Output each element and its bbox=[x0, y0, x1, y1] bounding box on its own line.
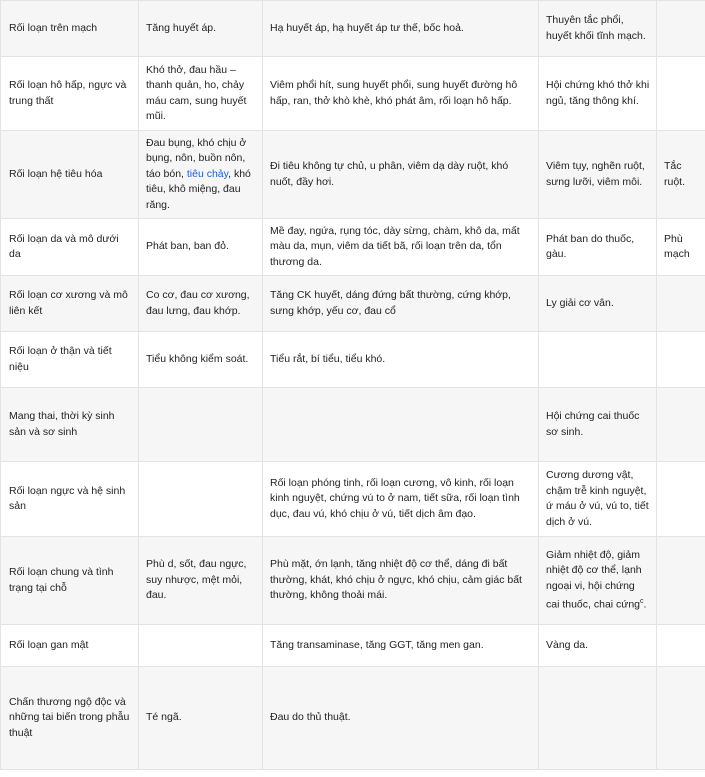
common-cell: Co cơ, đau cơ xương, đau lưng, đau khớp. bbox=[139, 276, 263, 332]
common-cell: Tiểu không kiểm soát. bbox=[139, 332, 263, 388]
uncommon-cell bbox=[263, 388, 539, 462]
table-row bbox=[1, 1, 705, 57]
rare-cell: Phát ban do thuốc, gàu. bbox=[539, 219, 657, 276]
category-cell: Rối loạn ở thận và tiết niệu bbox=[1, 332, 139, 388]
common-cell: Phù d, sốt, đau ngực, suy nhược, mệt mỏi, đau. bbox=[139, 537, 263, 625]
uncommon-cell: Mề đay, ngứa, rụng tóc, dày sừng, chàm, khô da, mất màu da, mụn, viêm da tiết bã, rối loạn trên da, tổn thương da. bbox=[263, 219, 539, 276]
rare-cell bbox=[539, 537, 657, 625]
category-cell: Mang thai, thời kỳ sinh sản và sơ sinh bbox=[1, 388, 139, 462]
category-cell: Rối loạn chung và tình trạng tại chỗ bbox=[1, 537, 139, 625]
common-text-end: , khó tiêu, khô miệng, đau răng. bbox=[146, 167, 251, 211]
table-row bbox=[1, 332, 705, 388]
very-rare-cell bbox=[657, 1, 705, 57]
table-row bbox=[1, 667, 705, 770]
common-cell: Phát ban, ban đỏ. bbox=[139, 219, 263, 276]
category-cell: Rối loạn hệ tiêu hóa bbox=[1, 131, 139, 219]
rare-text: Giảm nhiệt độ, giảm nhiệt độ cơ thể, lạnh ngoại vi, hội chứng cai thuốc, chai cứng bbox=[546, 548, 642, 611]
category-cell: Chấn thương ngộ độc và những tai biến trong phẫu thuật bbox=[1, 667, 139, 770]
common-cell bbox=[139, 625, 263, 667]
uncommon-cell: Rối loạn phóng tinh, rối loạn cương, vô kinh, rối loạn kinh nguyệt, chứng vú to ở nam, tiết sữa, rối loạn tình dục, đau vú, khó chịu ở vú, tiết dịch âm đạo. bbox=[263, 462, 539, 537]
table-row bbox=[1, 625, 705, 667]
very-rare-cell bbox=[657, 625, 705, 667]
category-cell: Rối loạn ngực và hệ sinh sản bbox=[1, 462, 139, 537]
category-cell: Rối loạn da và mô dưới da bbox=[1, 219, 139, 276]
common-cell bbox=[139, 131, 263, 219]
category-cell: Rối loạn hô hấp, ngực và trung thất bbox=[1, 57, 139, 131]
category-cell: Rối loạn gan mật bbox=[1, 625, 139, 667]
very-rare-cell bbox=[657, 537, 705, 625]
table-row bbox=[1, 57, 705, 131]
rare-cell: Cương dương vật, chậm trễ kinh nguyệt, ứ máu ở vú, vú to, tiết dịch ở vú. bbox=[539, 462, 657, 537]
diarrhea-link[interactable]: tiêu chảy bbox=[186, 167, 229, 180]
common-cell: Khó thở, đau hầu – thanh quản, ho, chảy máu cam, sung huyết mũi. bbox=[139, 57, 263, 131]
uncommon-cell: Viêm phổi hít, sung huyết phổi, sung huyết đường hô hấp, ran, thở khò khè, khó phát âm, rối loạn hô hấp. bbox=[263, 57, 539, 131]
rare-cell bbox=[539, 667, 657, 770]
table-row bbox=[1, 462, 705, 537]
uncommon-cell: Tăng transaminase, tăng GGT, tăng men gan. bbox=[263, 625, 539, 667]
category-cell: Rối loạn cơ xương và mô liên kết bbox=[1, 276, 139, 332]
uncommon-cell: Tiểu rắt, bí tiểu, tiểu khó. bbox=[263, 332, 539, 388]
common-cell: Té ngã. bbox=[139, 667, 263, 770]
rare-cell: Hội chứng khó thở khi ngủ, tăng thông khí. bbox=[539, 57, 657, 131]
rare-cell: Viêm tụy, nghẽn ruột, sưng lưỡi, viêm môi. bbox=[539, 131, 657, 219]
rare-cell: Thuyên tắc phổi, huyết khối tĩnh mạch. bbox=[539, 1, 657, 57]
very-rare-cell bbox=[657, 276, 705, 332]
very-rare-cell bbox=[657, 332, 705, 388]
very-rare-cell bbox=[657, 388, 705, 462]
table-row bbox=[1, 276, 705, 332]
footnote-mark: c bbox=[640, 598, 644, 606]
rare-cell bbox=[539, 332, 657, 388]
very-rare-cell bbox=[657, 667, 705, 770]
uncommon-cell: Phù mặt, ớn lạnh, tăng nhiệt độ cơ thể, dáng đi bất thường, khát, khó chịu ở ngực, khó chịu, cảm giác bất thường, không thoải mái. bbox=[263, 537, 539, 625]
table-row bbox=[1, 131, 705, 219]
category-cell: Rối loạn trên mạch bbox=[1, 1, 139, 57]
very-rare-cell bbox=[657, 462, 705, 537]
rare-cell: Ly giải cơ vân. bbox=[539, 276, 657, 332]
common-text-start: Đau bụng, khó chịu ở bụng, nôn, buồn nôn, táo bón, bbox=[146, 136, 247, 180]
uncommon-cell: Hạ huyết áp, hạ huyết áp tư thế, bốc hoả. bbox=[263, 1, 539, 57]
uncommon-cell: Đi tiêu không tự chủ, u phân, viêm dạ dày ruột, khó nuốt, đầy hơi. bbox=[263, 131, 539, 219]
rare-cell: Hội chứng cai thuốc sơ sinh. bbox=[539, 388, 657, 462]
rare-text-end: . bbox=[643, 598, 647, 611]
table-row bbox=[1, 537, 705, 625]
uncommon-cell: Đau do thủ thuật. bbox=[263, 667, 539, 770]
table-row bbox=[1, 219, 705, 276]
common-cell bbox=[139, 462, 263, 537]
uncommon-cell: Tăng CK huyết, dáng đứng bất thường, cứng khớp, sưng khớp, yếu cơ, đau cổ bbox=[263, 276, 539, 332]
rare-cell: Vàng da. bbox=[539, 625, 657, 667]
common-cell: Tăng huyết áp. bbox=[139, 1, 263, 57]
very-rare-cell: Tắc ruột. bbox=[657, 131, 705, 219]
very-rare-cell bbox=[657, 57, 705, 131]
table-row bbox=[1, 388, 705, 462]
common-cell bbox=[139, 388, 263, 462]
very-rare-cell: Phù mạch bbox=[657, 219, 705, 276]
